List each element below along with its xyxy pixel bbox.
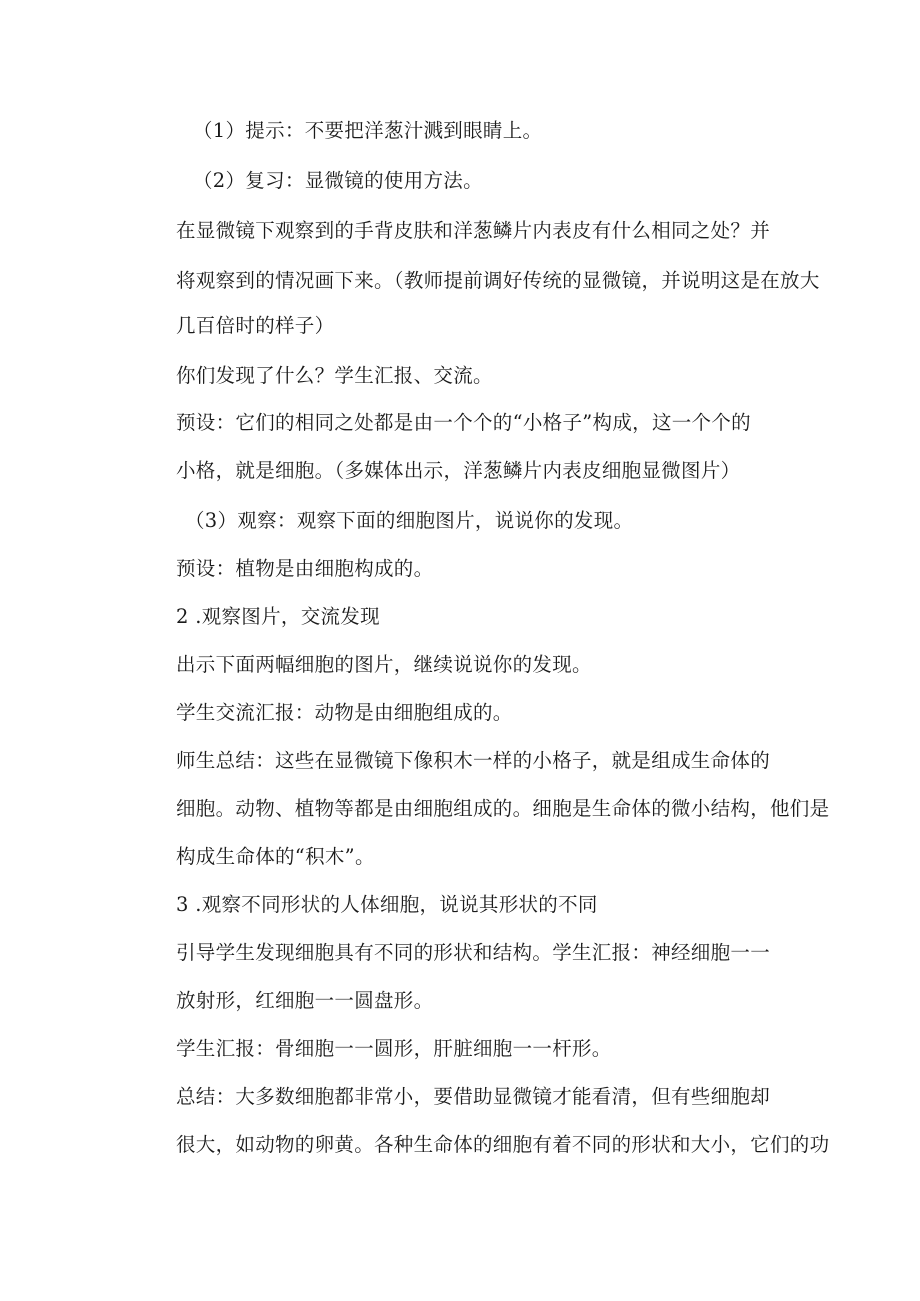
text-line: 构成生命体的“积木”。 [176,845,375,868]
text-line: 学生交流汇报：动物是由细胞组成的。 [176,701,513,724]
text-line: 师生总结：这些在显微镜下像积木一样的小格子，就是组成生命体的 [176,749,771,772]
text-line: 出示下面两幅细胞的图片，继续说说你的发现。 [176,653,592,676]
text-line: 引导学生发现细胞具有不同的形状和结构。学生汇报：神经细胞一一 [176,941,771,964]
text-line: 在显微镜下观察到的手背皮肤和洋葱鳞片内表皮有什么相同之处？并 [176,219,771,242]
text-line: 总结：大多数细胞都非常小，要借助显微镜才能看清，但有些细胞却 [176,1085,771,1108]
text-line: 预设：植物是由细胞构成的。 [176,557,434,580]
text-line: 将观察到的情况画下来。（教师提前调好传统的显微镜，并说明这是在放大 [176,269,820,292]
text-line: 放射形，红细胞一一圆盘形。 [176,989,434,1012]
text-line: 很大，如动物的卵黄。各种生命体的细胞有着不同的形状和大小，它们的功 [176,1133,830,1156]
text-line: 你们发现了什么？学生汇报、交流。 [176,364,493,387]
section-heading: 3 .观察不同形状的人体细胞，说说其形状的不同 [176,893,598,916]
section-heading: 2 .观察图片，交流发现 [176,605,380,628]
text-line: 预设：它们的相同之处都是由一个个的“小格子”构成，这一个个的 [176,411,751,434]
text-line: 几百倍时的样子） [176,314,335,337]
text-line: 小格，就是细胞。（多媒体出示，洋葱鳞片内表皮细胞显微图片） [176,459,741,482]
text-line: （1）提示：不要把洋葱汁溅到眼睛上。 [193,119,543,142]
text-line: 细胞。动物、植物等都是由细胞组成的。细胞是生命体的微小结构，他们是 [176,797,830,820]
text-line: 学生汇报：骨细胞一一圆形，肝脏细胞一一杆形。 [176,1037,612,1060]
text-line: （3）观察：观察下面的细胞图片，说说你的发现。 [185,509,634,532]
text-line: （2）复习：显微镜的使用方法。 [193,169,483,192]
